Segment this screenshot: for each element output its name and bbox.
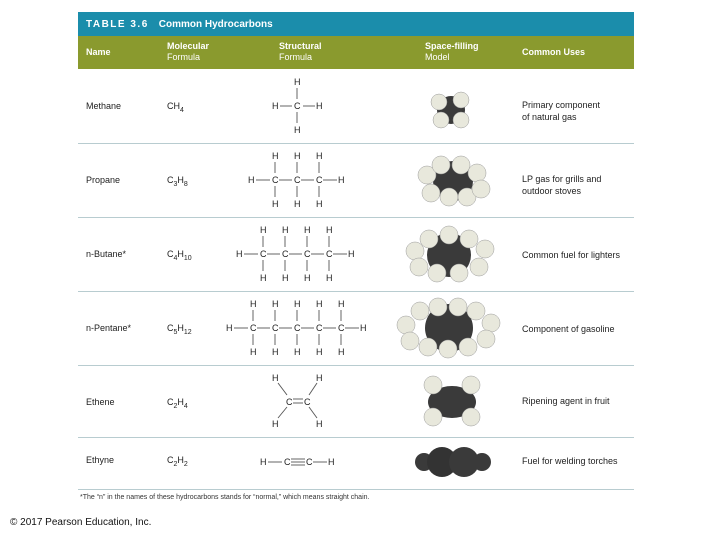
space-filling-model-propane — [413, 153, 493, 209]
svg-text:C: C — [272, 323, 279, 333]
header-structural — [279, 41, 322, 63]
svg-text:H: H — [260, 273, 267, 283]
row-uses: Common fuel for lighters — [522, 250, 621, 260]
table-number: TABLE 3.6 — [86, 18, 149, 30]
svg-text:H: H — [338, 175, 345, 185]
formula-sub: 2 — [183, 460, 188, 468]
formula-part: H — [177, 249, 184, 259]
row-formula — [167, 323, 192, 336]
row-uses — [522, 173, 601, 197]
svg-text:H: H — [260, 225, 267, 235]
header-structural-line2: Formula — [279, 52, 313, 62]
svg-text:H: H — [272, 199, 279, 209]
svg-text:H: H — [294, 199, 301, 209]
header-molecular-line1: Molecular — [167, 41, 210, 51]
svg-text:C: C — [294, 101, 301, 111]
row-formula — [167, 175, 188, 188]
svg-text:H: H — [250, 299, 257, 309]
svg-text:H: H — [248, 175, 255, 185]
row-uses: Ripening agent in fruit — [522, 396, 610, 406]
uses-line1: LP gas for grills and — [522, 174, 602, 184]
structural-formula-methane — [268, 69, 338, 143]
svg-text:H: H — [326, 225, 333, 235]
svg-text:H: H — [294, 77, 301, 87]
uses-line2: of natural gas — [522, 112, 577, 122]
structural-formula-ethene — [264, 365, 344, 437]
row-formula — [167, 249, 192, 262]
header-structural-line1: Structural — [279, 41, 322, 51]
formula-part: C — [167, 175, 174, 185]
row-name: n-Pentane* — [86, 323, 132, 333]
svg-text:C: C — [306, 457, 313, 467]
formula-sub: 10 — [183, 254, 192, 262]
svg-text:H: H — [282, 225, 289, 235]
svg-text:C: C — [326, 249, 333, 259]
formula-sub: 12 — [183, 328, 192, 336]
uses-line2: outdoor stoves — [522, 186, 582, 196]
svg-text:C: C — [338, 323, 345, 333]
svg-text:C: C — [294, 323, 301, 333]
svg-text:H: H — [272, 347, 279, 357]
svg-text:C: C — [294, 175, 301, 185]
header-molecular-line2: Formula — [167, 52, 201, 62]
formula-part: C — [167, 455, 174, 465]
svg-text:C: C — [250, 323, 257, 333]
svg-text:H: H — [282, 273, 289, 283]
svg-text:C: C — [304, 397, 311, 407]
row-name: Propane — [86, 175, 121, 185]
formula-sub: 3 — [173, 180, 178, 188]
space-filling-model-butane — [403, 225, 497, 285]
table-row-ethyne — [78, 437, 634, 490]
svg-text:H: H — [338, 347, 345, 357]
row-formula — [167, 397, 188, 410]
svg-text:H: H — [294, 125, 301, 135]
row-name: Methane — [86, 101, 122, 111]
structural-formula-ethyne — [256, 437, 346, 489]
formula-sub: 2 — [173, 460, 178, 468]
svg-text:H: H — [272, 419, 279, 429]
table-row-ethene — [78, 365, 634, 438]
svg-text:C: C — [260, 249, 267, 259]
svg-text:H: H — [236, 249, 243, 259]
formula-part: H — [177, 455, 184, 465]
space-filling-model-methane — [423, 84, 483, 134]
svg-text:H: H — [316, 199, 323, 209]
formula-part: H — [177, 397, 184, 407]
row-formula — [167, 101, 184, 114]
row-name: Ethyne — [86, 455, 115, 465]
formula-part: C — [167, 249, 174, 259]
svg-text:H: H — [316, 101, 323, 111]
table-header — [78, 36, 634, 69]
svg-text:H: H — [316, 151, 323, 161]
svg-text:C: C — [316, 323, 323, 333]
formula-sub: 8 — [183, 180, 188, 188]
formula-part: CH — [167, 101, 180, 111]
formula-part: H — [177, 323, 184, 333]
row-uses: Fuel for welding torches — [522, 456, 618, 466]
row-uses: Component of gasoline — [522, 324, 615, 334]
header-space-line2: Model — [425, 52, 450, 62]
svg-text:C: C — [282, 249, 289, 259]
svg-text:H: H — [294, 299, 301, 309]
formula-sub: 4 — [183, 402, 188, 410]
table-title: Common Hydrocarbons — [158, 18, 273, 30]
formula-part: H — [177, 175, 184, 185]
formula-sub: 4 — [180, 106, 184, 114]
space-filling-model-pentane — [396, 297, 502, 359]
structural-formula-propane — [246, 143, 356, 217]
table-row-methane — [78, 69, 634, 144]
svg-text:H: H — [250, 347, 257, 357]
svg-text:H: H — [272, 151, 279, 161]
svg-text:H: H — [316, 299, 323, 309]
svg-text:H: H — [304, 273, 311, 283]
svg-text:C: C — [286, 397, 293, 407]
svg-text:H: H — [316, 373, 323, 383]
space-filling-model-ethene — [421, 373, 483, 431]
formula-sub: 4 — [173, 254, 178, 262]
svg-text:C: C — [304, 249, 311, 259]
uses-line1: Primary component — [522, 100, 601, 110]
svg-text:H: H — [294, 347, 301, 357]
svg-text:H: H — [360, 323, 367, 333]
formula-sub: 2 — [173, 402, 178, 410]
table-row-propane — [78, 143, 634, 218]
svg-text:H: H — [316, 419, 323, 429]
row-name: Ethene — [86, 397, 115, 407]
svg-text:H: H — [272, 299, 279, 309]
space-filling-model-ethyne — [414, 442, 492, 482]
row-name: n-Butane* — [86, 249, 127, 259]
copyright-notice: © 2017 Pearson Education, Inc. — [10, 517, 152, 528]
svg-text:H: H — [326, 273, 333, 283]
svg-text:H: H — [294, 151, 301, 161]
header-uses: Common Uses — [522, 47, 586, 57]
svg-text:H: H — [304, 225, 311, 235]
svg-text:H: H — [260, 457, 267, 467]
formula-sub: 5 — [173, 328, 178, 336]
header-space-line1: Space-filling — [425, 41, 479, 51]
row-formula — [167, 455, 188, 468]
svg-text:H: H — [328, 457, 335, 467]
formula-part: C — [167, 397, 174, 407]
svg-text:C: C — [272, 175, 279, 185]
svg-text:C: C — [316, 175, 323, 185]
table-title-bar — [78, 12, 634, 36]
header-space-filling — [425, 41, 479, 63]
table-footnote: *The “n” in the names of these hydrocarbons stands for “normal,” which means straight chain. — [80, 494, 370, 501]
header-molecular — [167, 41, 209, 63]
header-name: Name — [86, 47, 111, 57]
table-row-butane — [78, 217, 634, 292]
row-uses — [522, 99, 600, 123]
svg-text:H: H — [338, 299, 345, 309]
svg-text:C: C — [284, 457, 291, 467]
formula-part: C — [167, 323, 174, 333]
svg-text:H: H — [316, 347, 323, 357]
structural-formula-pentane — [224, 291, 376, 365]
svg-text:H: H — [226, 323, 233, 333]
table-row-pentane — [78, 291, 634, 366]
svg-text:H: H — [272, 101, 279, 111]
svg-text:H: H — [272, 373, 279, 383]
structural-formula-butane — [234, 217, 364, 291]
svg-text:H: H — [348, 249, 355, 259]
